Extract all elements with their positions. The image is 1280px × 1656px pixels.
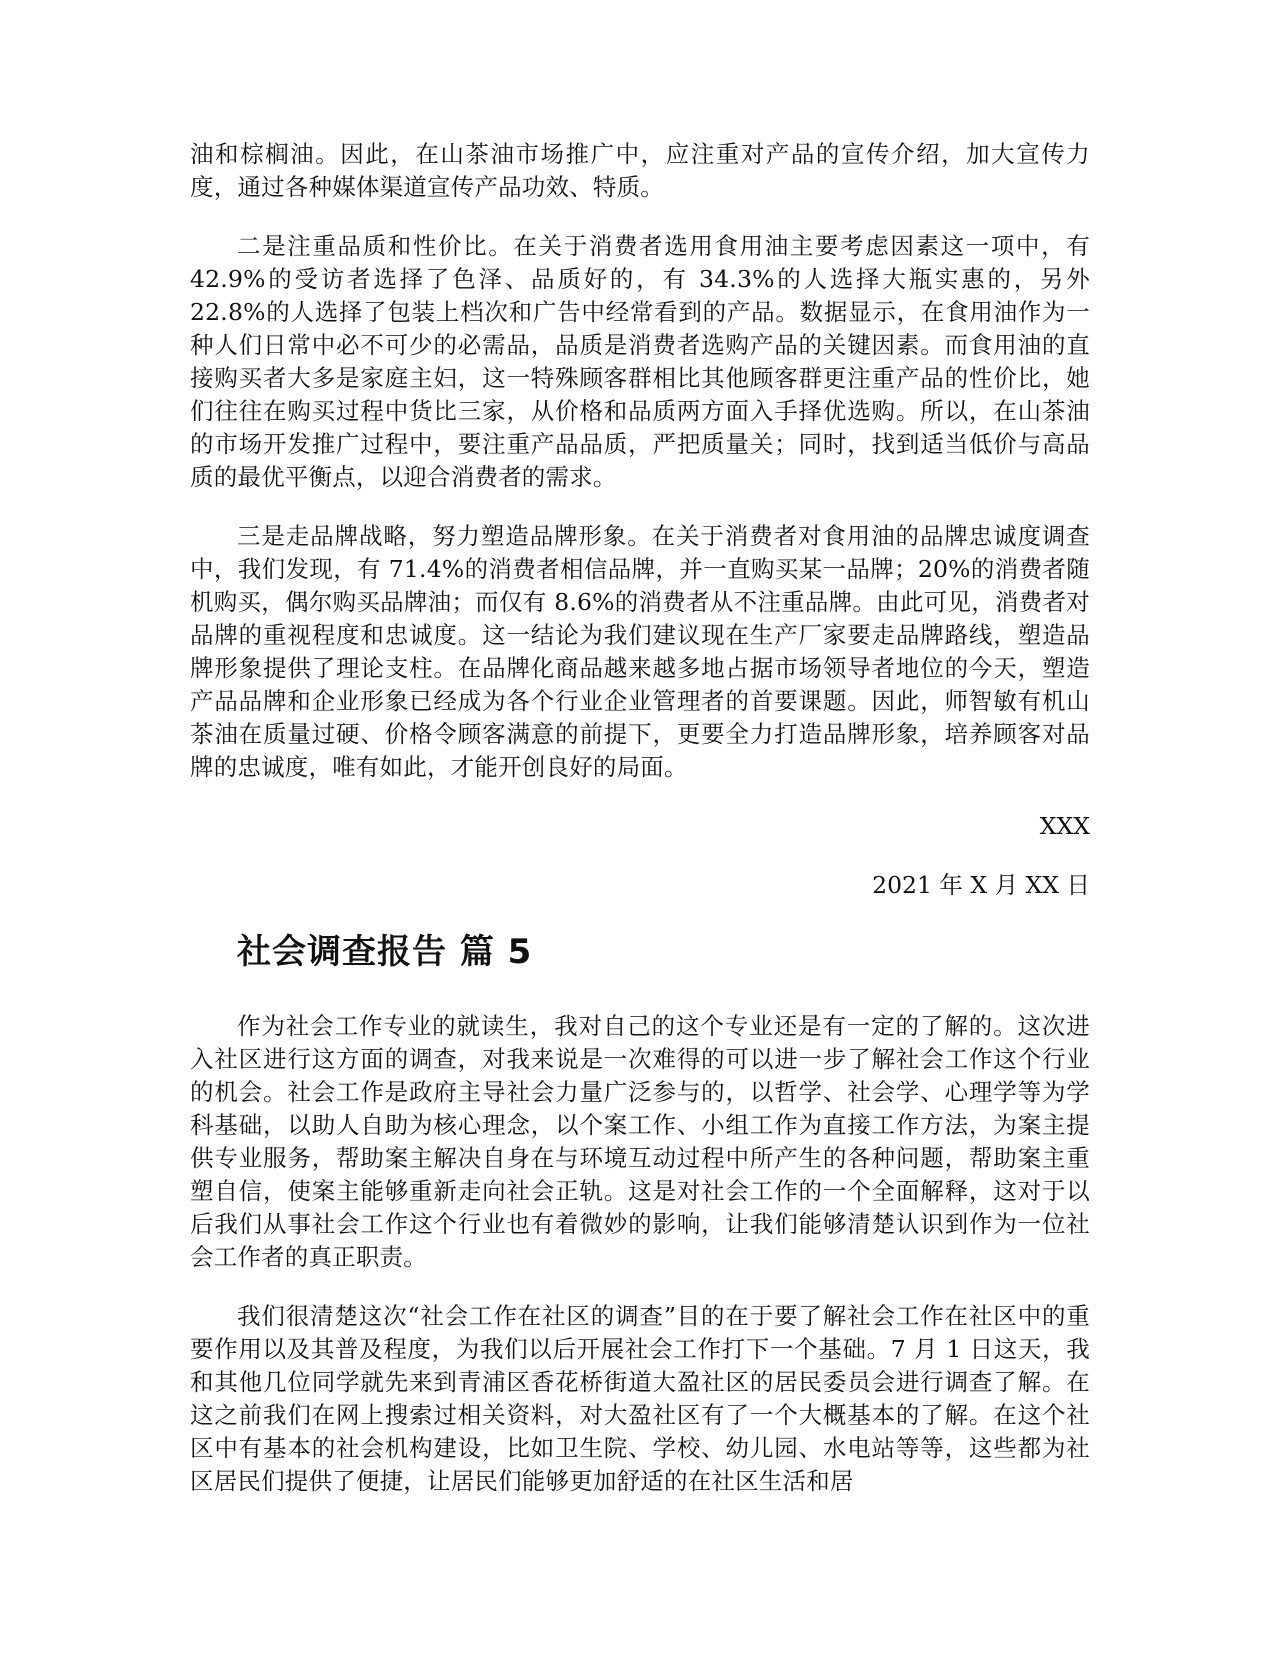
paragraph-intro: 作为社会工作专业的就读生，我对自己的这个专业还是有一定的了解的。这次进入社区进行这方面的调查，对我来说是一次难得的可以进一步了解社会工作这个行业的机会。社会工作是政府主导社会力量广泛参与的，以哲学、社会学、心理学等为学科基础，以助人自助为核心理念，以个案工作、小组工作为直接工作方法，为案主提供专业服务，帮助案主解决自身在与环境互动过程中所产生的各种问题，帮助案主重塑自信，使案主能够重新走向社会正轨。这是对社会工作的一个全面解释，这对于以后我们从事社会工作这个行业也有着微妙的影响，让我们能够清楚认识到作为一位社会工作者的真正职责。 (190, 1012, 1090, 1271)
paragraph-continued: 油和棕榈油。因此，在山茶油市场推广中，应注重对产品的宣传介绍，加大宣传力度，通过各种媒体渠道宣传产品功效、特质。 (190, 140, 1090, 201)
paragraph-quality-price: 二是注重品质和性价比。在关于消费者选用食用油主要考虑因素这一项中，有42.9%的受访者选择了色泽、品质好的，有 34.3%的人选择大瓶实惠的，另外 22.8%的人选择了包装上档次和广告中经常看到的产品。数据显示，在食用油作为一种人们日常中必不可少的必需品，品质是消费者选购产品的关键因素。而食用油的直接购买者大多是家庭主妇，这一特殊顾客群相比其他顾客群更注重产品的性价比，她们往往在购买过程中货比三家，从价格和品质两方面入手择优选购。所以，在山茶油的市场开发推广过程中，要注重产品品质，严把质量关；同时，找到适当低价与高品质的最优平衡点，以迎合消费者的需求。 (190, 232, 1090, 491)
section-title: 社会调查报告 篇 5 (237, 932, 533, 972)
signature-date: 2021 年 X 月 XX 日 (872, 871, 1090, 899)
paragraph-survey: 我们很清楚这次“社会工作在社区的调查”目的在于要了解社会工作在社区中的重要作用以及其普及程度，为我们以后开展社会工作打下一个基础。7 月 1 日这天，我和其他几位同学就先来到青浦区香花桥街道大盈社区的居民委员会进行调查了解。在这之前我们在网上搜索过相关资料，对大盈社区有了一个大概基本的了解。在这个社区中有基本的社会机构建设，比如卫生院、学校、幼儿园、水电站等等，这些都为社区居民们提供了便捷，让居民们能够更加舒适的在社区生活和居 (190, 1302, 1090, 1495)
document-page (190, 138, 1090, 1524)
signature-name: XXX (1039, 812, 1090, 840)
paragraph-brand-strategy: 三是走品牌战略，努力塑造品牌形象。在关于消费者对食用油的品牌忠诚度调查中，我们发现，有 71.4%的消费者相信品牌，并一直购买某一品牌；20%的消费者随机购买，偶尔购买品牌油；而仅有 8.6%的消费者从不注重品牌。由此可见，消费者对品牌的重视程度和忠诚度。这一结论为我们建议现在生产厂家要走品牌路线，塑造品牌形象提供了理论支柱。在品牌化商品越来越多地占据市场领导者地位的今天，塑造产品品牌和企业形象已经成为各个行业企业管理者的首要课题。因此，师智敏有机山茶油在质量过硬、价格令顾客满意的前提下，更要全力打造品牌形象，培养顾客对品牌的忠诚度，唯有如此，才能开创良好的局面。 (190, 522, 1090, 781)
